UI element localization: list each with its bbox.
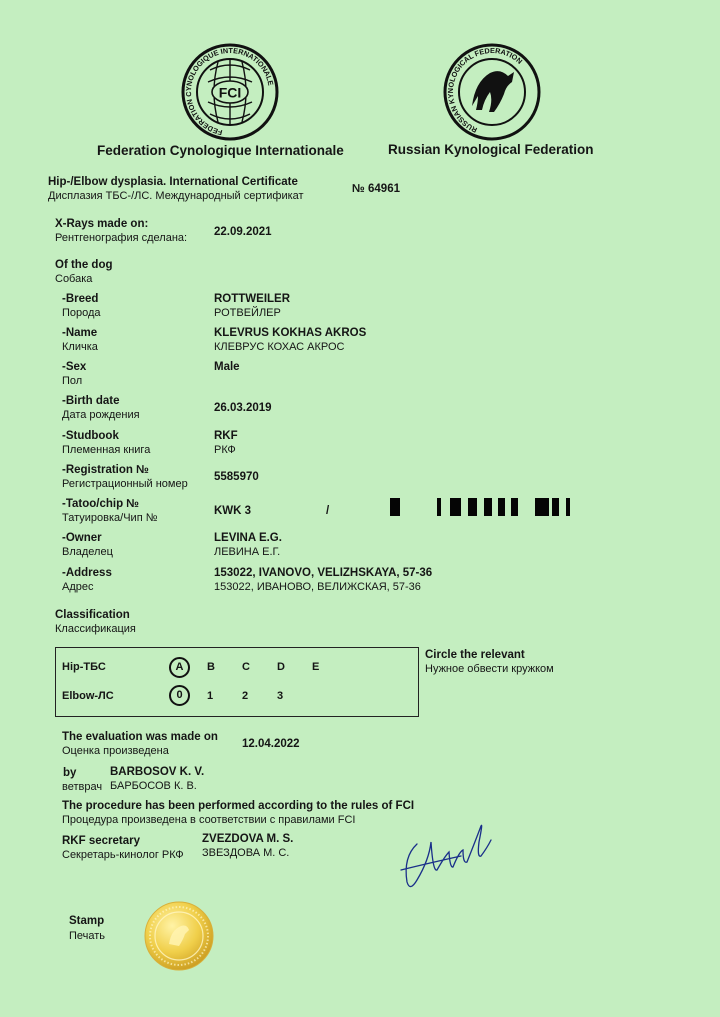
owner-label-ru: Владелец [62,546,113,558]
rkf-logo [442,42,542,142]
sex-value: Male [214,361,240,373]
vet-name-en: BARBOSOV K. V. [110,766,205,778]
chip-label-ru: Татуировка/Чип № [62,512,158,524]
address-value-ru: 153022, ИВАНОВО, ВЕЛИЖСКАЯ, 57-36 [214,581,421,593]
hip-grade-e: E [312,661,320,673]
studbook-value-ru: РКФ [214,444,236,456]
owner-value-en: LEVINA E.G. [214,532,282,544]
by-label-ru: ветврач [62,781,103,793]
owner-label-en: -Owner [62,532,102,544]
name-value-en: KLEVRUS KOKHAS AKROS [214,327,367,339]
xray-label-ru: Рентгенография сделана: [55,232,188,244]
registration-label-ru: Регистрационный номер [62,478,188,490]
secretary-name-ru: ЗВЕЗДОВА М. С. [202,847,290,859]
elbow-grade-0-selected: 0 [169,685,190,706]
procedure-text-en: The procedure has been performed according to the rules of FCI [62,800,415,812]
hip-grade-a-selected: A [169,657,190,678]
birth-label-en: -Birth date [62,395,120,407]
evaluation-label-en: The evaluation was made on [62,731,218,743]
by-label-en: by [63,767,77,779]
breed-label-ru: Порода [62,307,101,319]
studbook-label-ru: Племенная книга [62,444,151,456]
chip-label-en: -Tatoo/chip № [62,498,140,510]
redacted-chip-number [390,497,570,517]
name-value-ru: КЛЕВРУС КОХАС АКРОС [214,341,345,353]
evaluation-label-ru: Оценка произведена [62,745,169,757]
rkf-org-name: Russian Kynological Federation [388,142,594,157]
dog-section-en: Of the dog [55,259,113,271]
chip-separator: / [326,505,330,517]
xray-label-en: X-Rays made on: [55,218,149,230]
fci-logo-center: FCI [218,84,242,101]
owner-value-ru: ЛЕВИНА Е.Г. [214,546,281,558]
birth-value: 26.03.2019 [214,402,272,414]
certificate-title-en: Hip-/Elbow dysplasia. International Certificate [48,176,298,188]
hip-grade-d: D [277,661,285,673]
dog-section-ru: Собака [55,273,93,285]
circle-note-en: Circle the relevant [425,649,525,661]
address-label-en: -Address [62,567,112,579]
procedure-text-ru: Процедура произведена в соответствии с правилами FCI [62,814,356,826]
vet-name-ru: БАРБОСОВ К. В. [110,780,197,792]
elbow-grade-1: 1 [207,690,214,702]
studbook-value-en: RKF [214,430,238,442]
circle-note-ru: Нужное обвести кружком [425,663,554,675]
elbow-label: Elbow-ЛС [62,690,114,702]
sex-label-en: -Sex [62,361,87,373]
certificate-title-ru: Дисплазия ТБС-/ЛС. Международный сертификат [48,190,304,202]
certificate-number: № 64961 [352,183,400,195]
stamp-label-ru: Печать [69,930,106,942]
studbook-label-en: -Studbook [62,430,119,442]
secretary-label-ru: Секретарь-кинолог РКФ [62,849,184,861]
classification-box [55,647,419,717]
fci-ring-text: FEDERATION CYNOLOGIQUE INTERNATIONALE [183,45,276,138]
address-label-ru: Адрес [62,581,94,593]
elbow-grade-3: 3 [277,690,284,702]
classification-label-en: Classification [55,609,130,621]
fci-logo [180,42,280,142]
evaluation-date: 12.04.2022 [242,738,300,750]
breed-value-ru: РОТВЕЙЛЕР [214,307,281,319]
hip-grade-b: B [207,661,215,673]
secretary-name-en: ZVEZDOVA M. S. [202,833,294,845]
classification-label-ru: Классификация [55,623,136,635]
sex-label-ru: Пол [62,375,83,387]
xray-date: 22.09.2021 [214,226,272,238]
breed-value-en: ROTTWEILER [214,293,291,305]
hip-grade-c: C [242,661,250,673]
gold-seal [143,900,215,972]
address-value-en: 153022, IVANOVO, VELIZHSKAYA, 57-36 [214,567,433,579]
registration-label-en: -Registration № [62,464,149,476]
fci-org-name: Federation Cynologique Internationale [97,143,344,158]
birth-label-ru: Дата рождения [62,409,140,421]
hip-label: Hip-ТБС [62,661,106,673]
elbow-grade-2: 2 [242,690,249,702]
registration-value: 5585970 [214,471,259,483]
name-label-en: -Name [62,327,98,339]
breed-label-en: -Breed [62,293,99,305]
name-label-ru: Кличка [62,341,98,353]
secretary-label-en: RKF secretary [62,835,140,847]
chip-value: KWK 3 [214,505,252,517]
signature [395,812,505,894]
stamp-label-en: Stamp [69,915,105,927]
rkf-ring-text: RUSSIAN KYNOLOGICAL FEDERATION [445,45,525,135]
